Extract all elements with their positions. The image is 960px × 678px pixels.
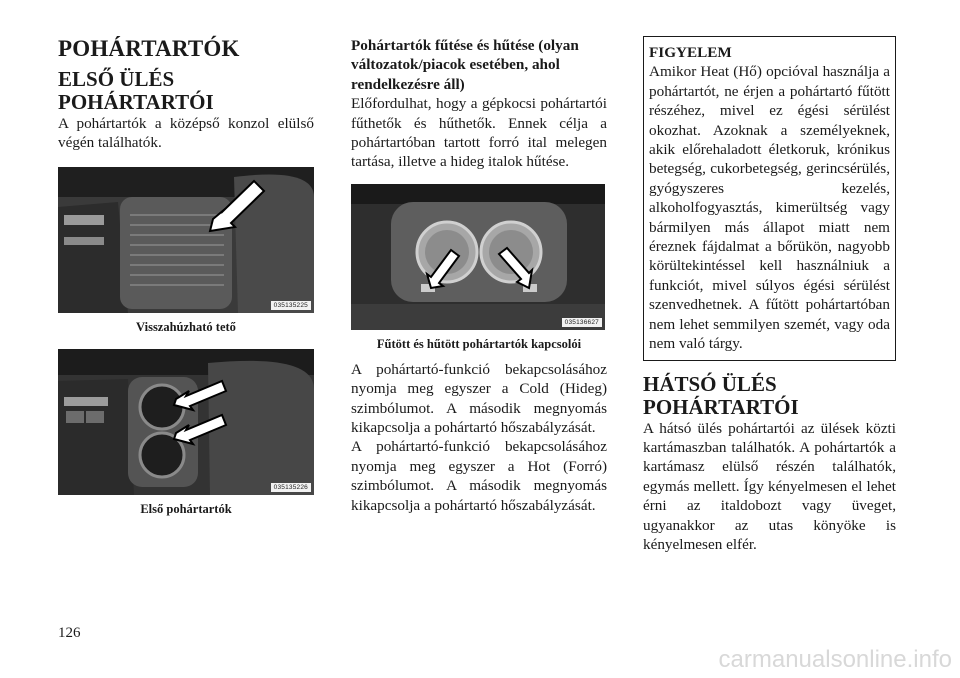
figure-caption: Fűtött és hűtött pohártartók kapcsolói	[376, 336, 582, 351]
front-cupholder-intro: A pohártartók a középső konzol elülső végén találhatók.	[58, 115, 314, 152]
heading-line: POHÁRTARTÓI	[643, 394, 799, 419]
warning-text: Amikor Heat (Hő) opcióval használja a pohártartót, ne érjen a pohártartó fűtött részéhez, mivel ez égési sérülést okozhat. Azoknak a személyeknek, akik előrehaladott életkoruk, krónikus betegség, cukorbetegség, gerincsérülés, gyógyszeres kezelés, alkoholfogyasztás, kimerültség vagy bármilyen más állapot miatt nem éreznek fájdalmat a bőrükön, nagyobb körültekintéssel kell használniuk a funkciót, mivel súlyos égési sérülést szenvedhetnek. A fűtött pohártartóban nem lehet semmilyen szemét, vagy oda nem való tárgy.	[649, 63, 890, 353]
figure-code: 035136627	[562, 318, 602, 327]
front-seat-cupholders-heading	[58, 68, 314, 114]
figure-caption: Első pohártartók	[140, 501, 232, 516]
subheading-line: Pohártartók fűtése és hűtése (olyan	[351, 37, 579, 54]
heated-cooled-intro: Előfordulhat, hogy a gépkocsi pohártartói fűthetők és hűthetők. Ennek célja a pohártartóban tartott forró ital melegen tartása, illetve a hideg italok hűtése.	[351, 95, 607, 171]
figure-caption: Visszahúzható tető	[136, 319, 236, 334]
rear-cupholder-text: A hátsó ülés pohártartói az ülések közti kartámaszban találhatók. A pohártartók a kartámasz elülső részén találhatók, egymás mellett. Így kényelmesen el lehet érni az italdobozt vagy üveget, ugyanakkor az utas könyöke is kényelmesen elfér.	[643, 419, 896, 553]
retractable-cover-illustration	[58, 167, 314, 313]
hot-mode-instructions: A pohártartó-funkció bekapcsolásához nyomja meg egyszer a Hot (Forró) szimbólumot. A második megnyomás kikapcsolja a pohártartó hőszabályzását.	[351, 438, 607, 514]
subheading-line: rendelkezésre áll)	[351, 75, 465, 93]
front-cupholders-illustration	[58, 349, 314, 495]
heated-cooled-cupholders-subheading	[351, 36, 607, 94]
watermark: carmanualsonline.info	[718, 646, 952, 673]
middle-column	[351, 36, 607, 515]
rear-seat-cupholders-heading	[643, 373, 896, 419]
heading-line: POHÁRTARTÓI	[58, 90, 214, 114]
heading-line: HÁTSÓ ÜLÉS	[643, 371, 777, 396]
warning-title: FIGYELEM	[649, 44, 732, 61]
right-column	[643, 36, 896, 554]
front-cupholders-photo	[58, 349, 314, 495]
subheading-line: változatok/piacok esetében, ahol	[351, 56, 560, 74]
figure-code: 035135226	[271, 483, 311, 492]
figure-code: 035135225	[271, 301, 311, 310]
heated-cooled-switches-illustration	[351, 184, 605, 330]
heading-line: ELSŐ ÜLÉS	[58, 67, 175, 91]
page-title: POHÁRTARTÓK	[58, 36, 240, 61]
retractable-cover-photo	[58, 167, 314, 313]
left-column	[58, 36, 314, 517]
page-number: 126	[58, 625, 81, 641]
heated-cooled-switches-photo	[351, 184, 605, 330]
warning-box	[643, 36, 896, 361]
cold-mode-instructions: A pohártartó-funkció bekapcsolásához nyomja meg egyszer a Cold (Hideg) szimbólumot. A második megnyomás kikapcsolja a pohártartó hőszabályzását.	[351, 360, 607, 437]
